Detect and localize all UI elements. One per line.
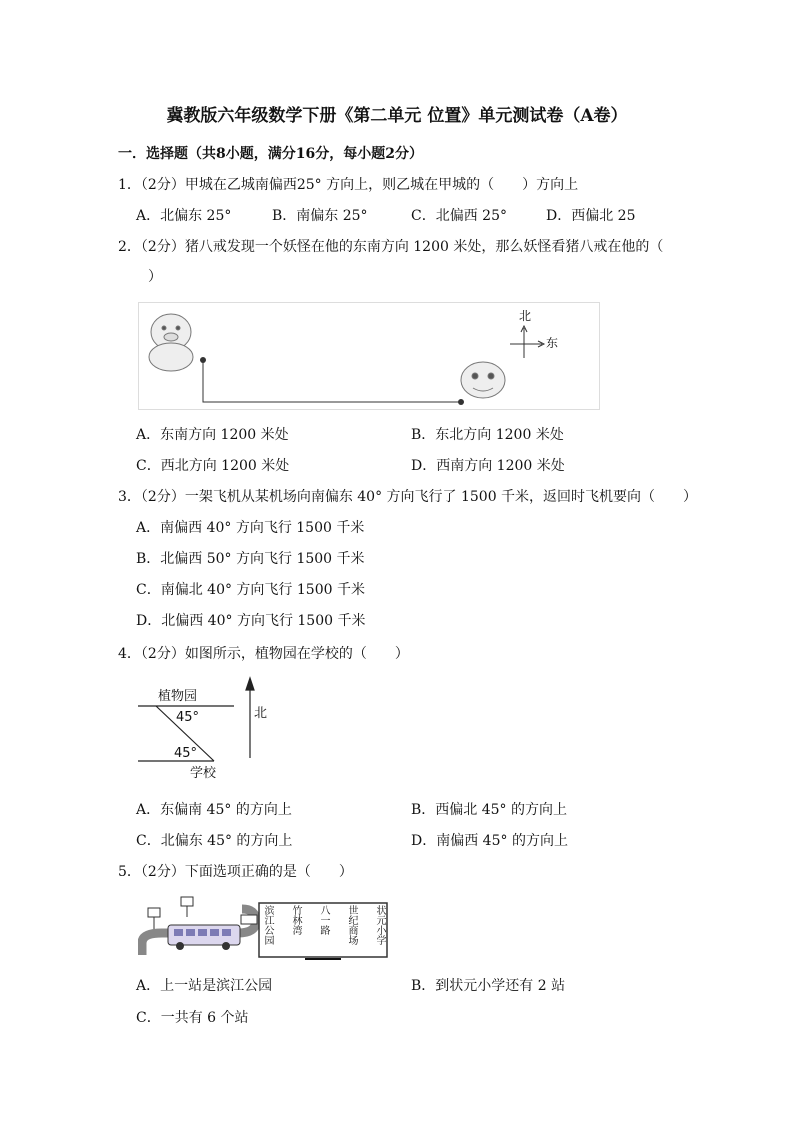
q1-option-d[interactable]: D．西偏北 25 xyxy=(546,208,636,224)
q5-option-a[interactable]: A．上一站是滨江公园 xyxy=(136,978,273,994)
question-4-stem: 4．（2分）如图所示，植物园在学校的（ ） xyxy=(118,646,409,662)
stop-2: 竹林湾 xyxy=(290,905,301,935)
question-2-stem: 2．（2分）猪八戒发现一个妖怪在他的东南方向 1200 米处，那么妖怪看猪八戒在他的（ xyxy=(118,239,664,255)
q3-option-b[interactable]: B．北偏西 50° 方向飞行 1500 千米 xyxy=(136,551,365,567)
pig-figure xyxy=(149,314,193,371)
q3-option-d[interactable]: D．北偏西 40° 方向飞行 1500 千米 xyxy=(136,613,366,629)
q3-option-a[interactable]: A．南偏西 40° 方向飞行 1500 千米 xyxy=(136,520,365,536)
compass-east-label: 东 xyxy=(546,336,559,350)
bus-icon xyxy=(168,925,240,950)
q5-option-c[interactable]: C．一共有 6 个站 xyxy=(136,1010,249,1026)
q2-option-b[interactable]: B．东北方向 1200 米处 xyxy=(411,427,564,443)
angle-label-top: 45° xyxy=(176,710,200,725)
question-1-stem: 1．（2分）甲城在乙城南偏西25° 方向上，则乙城在甲城的（ ）方向上 xyxy=(118,177,579,193)
q4-option-a[interactable]: A．东偏南 45° 的方向上 xyxy=(136,802,292,818)
q4-option-d[interactable]: D．南偏西 45° 的方向上 xyxy=(411,833,568,849)
angle-label-bottom: 45° xyxy=(174,746,198,761)
q1-option-a[interactable]: A．北偏东 25° xyxy=(136,208,232,224)
q1-option-b[interactable]: B．南偏东 25° xyxy=(272,208,368,224)
q2-option-d[interactable]: D．西南方向 1200 米处 xyxy=(411,458,565,474)
bus-stop-sign-icon xyxy=(148,897,257,929)
q2-option-a[interactable]: A．东南方向 1200 米处 xyxy=(136,427,289,443)
school-label: 学校 xyxy=(190,766,217,781)
stops-list xyxy=(261,905,385,951)
q2-option-c[interactable]: C．西北方向 1200 米处 xyxy=(136,458,290,474)
stop-3: 八一路 xyxy=(318,905,329,935)
q5-option-b[interactable]: B．到状元小学还有 2 站 xyxy=(411,978,566,994)
compass-icon xyxy=(510,326,544,358)
q1-option-c[interactable]: C．北偏西 25° xyxy=(411,208,507,224)
page-title: 冀教版六年级数学下册《第二单元 位置》单元测试卷（A卷） xyxy=(166,106,628,126)
stop-5: 状元小学 xyxy=(374,905,385,945)
q3-option-c[interactable]: C．南偏北 40° 方向飞行 1500 千米 xyxy=(136,582,365,598)
section-heading: 一．选择题（共8小题，满分16分，每小题2分） xyxy=(118,146,423,162)
q4-option-c[interactable]: C．北偏东 45° 的方向上 xyxy=(136,833,293,849)
north-label: 北 xyxy=(254,706,268,721)
monster-figure xyxy=(461,362,505,398)
stop-4: 世纪商场 xyxy=(346,905,357,945)
stop-1: 滨江公园 xyxy=(262,905,273,945)
question-5-stem: 5．（2分）下面选项正确的是（ ） xyxy=(118,864,353,880)
q4-option-b[interactable]: B．西偏北 45° 的方向上 xyxy=(411,802,568,818)
garden-label: 植物园 xyxy=(158,689,198,704)
compass-north-label: 北 xyxy=(519,309,532,323)
question-3-stem: 3．（2分）一架飞机从某机场向南偏东 40° 方向飞行了 1500 千米，返回时飞机要向（ ） xyxy=(118,489,698,505)
question-2-stem-cont: ） xyxy=(148,269,162,285)
